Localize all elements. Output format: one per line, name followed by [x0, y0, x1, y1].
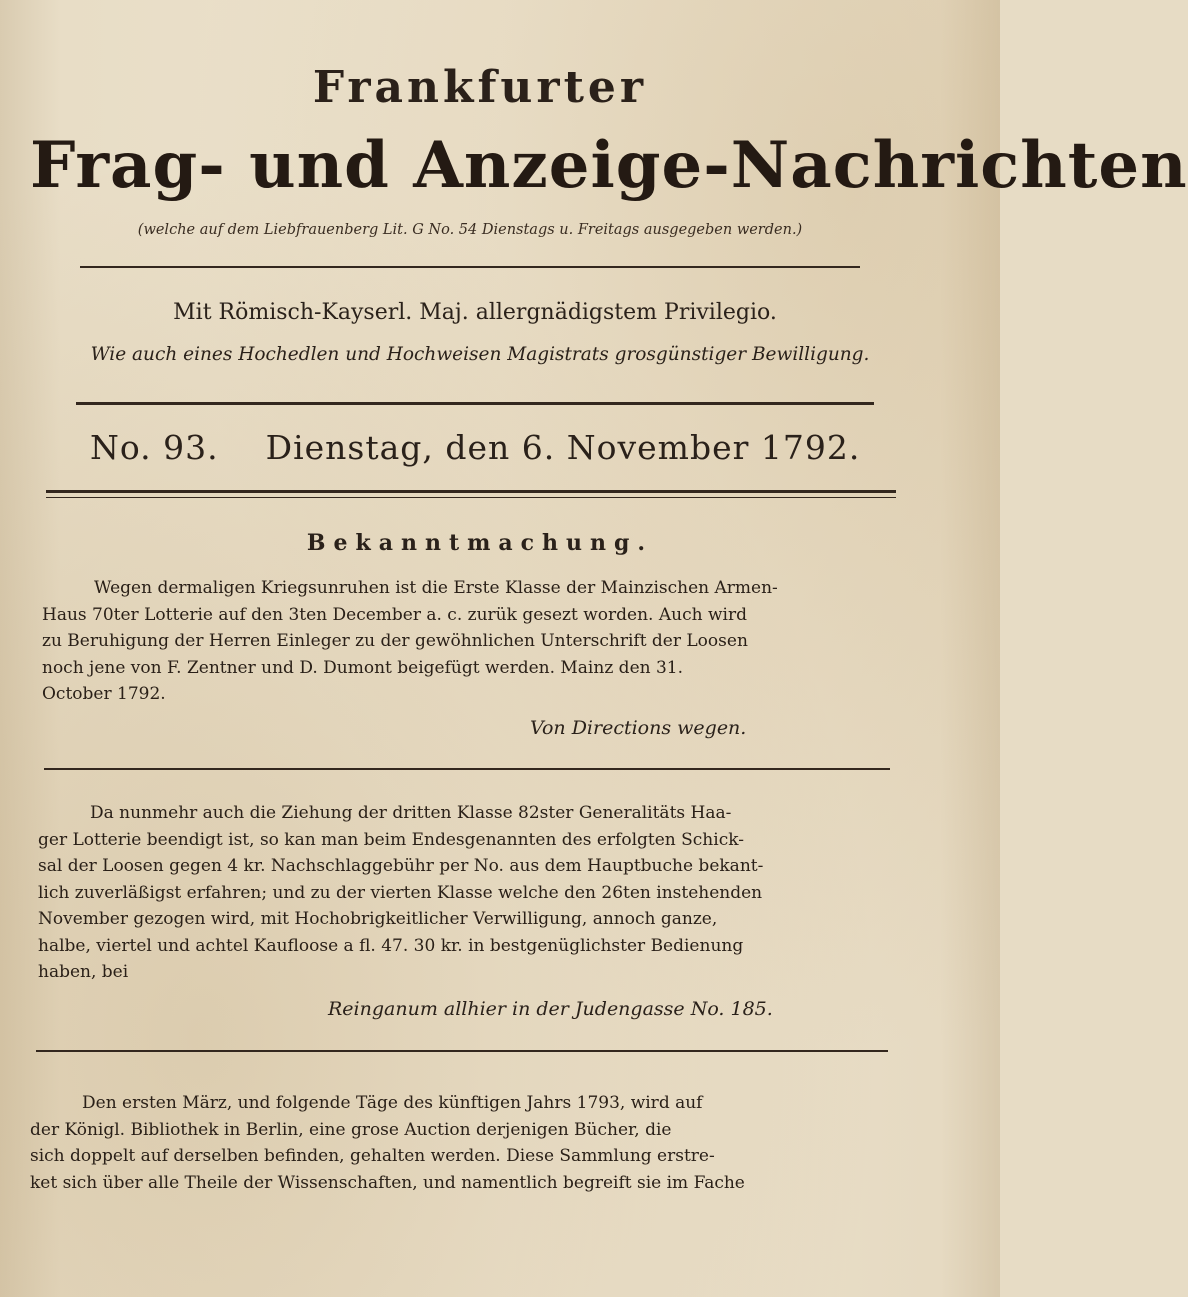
lottery-notice-signature: Reinganum allhier in der Judengasse No. 185. [328, 998, 773, 1020]
lottery-notice-text [38, 800, 898, 986]
issue-number: No. 93. [90, 428, 219, 467]
text-line: ket sich über alle Theile der Wissenschaften, und namentlich begreift sie im Fache [30, 1172, 745, 1193]
text-line: October 1792. [42, 684, 166, 704]
text-line: Da nunmehr auch die Ziehung der dritten Klasse 82ster Generalitäts Haa- [90, 803, 732, 823]
privilege-line-2: Wie auch eines Hochedlen und Hochweisen Magistrats grosgünstiger Bewilligung. [90, 344, 870, 365]
masthead-title: Frag- und Anzeige-Nachrichten [30, 128, 1188, 203]
divider-rule [80, 266, 860, 268]
announcement-heading: Bekanntmachung. [306, 530, 654, 556]
text-line: Wegen dermaligen Kriegsunruhen ist die Erste Klasse der Mainzischen Armen- [94, 578, 778, 598]
divider-rule [46, 490, 896, 493]
masthead-city: Frankfurter [312, 62, 648, 113]
text-line: noch jene von F. Zentner und D. Dumont beigefügt werden. Mainz den 31. [42, 657, 684, 678]
text-line: der Königl. Bibliothek in Berlin, eine grose Auction derjenigen Bücher, die [30, 1119, 672, 1140]
masthead-note: (welche auf dem Liebfrauenberg Lit. G No. 54 Dienstags u. Freitags ausgegeben werden.) [137, 222, 803, 238]
issue-line [90, 428, 861, 467]
announcement-signature: Von Directions wegen. [530, 717, 747, 739]
text-line: sal der Loosen gegen 4 kr. Nachschlaggebühr per No. aus dem Hauptbuche bekant- [38, 856, 764, 876]
issue-date: Dienstag, den 6. November 1792. [265, 428, 861, 467]
text-line: November gezogen wird, mit Hochobrigkeitlicher Verwilligung, annoch ganze, [38, 909, 718, 929]
divider-rule [36, 1050, 888, 1052]
divider-rule [44, 768, 890, 770]
divider-rule [76, 402, 874, 405]
text-line: lich zuverläßigst erfahren; und zu der vierten Klasse welche den 26ten instehenden [38, 882, 763, 903]
privilege-line-1: Mit Römisch-Kayserl. Maj. allergnädigstem Privilegio. [173, 300, 777, 325]
text-line: haben, bei [38, 962, 129, 982]
auction-notice-text [30, 1090, 900, 1196]
text-line: sich doppelt auf derselben befinden, gehalten werden. Diese Sammlung erstre- [30, 1146, 715, 1166]
text-line: Den ersten März, und folgende Täge des künftigen Jahrs 1793, wird auf [82, 1093, 703, 1113]
text-line: halbe, viertel und achtel Kaufloose a fl. 47. 30 kr. in bestgenüglichster Bedienung [38, 935, 744, 956]
text-line: ger Lotterie beendigt ist, so kan man beim Endesgenannten des erfolgten Schick- [38, 829, 744, 850]
text-line: zu Beruhigung der Herren Einleger zu der gewöhnlichen Unterschrift der Loosen [42, 631, 748, 651]
announcement-text [42, 575, 902, 708]
divider-rule [46, 497, 896, 498]
text-line: Haus 70ter Lotterie auf den 3ten December a. c. zurük gesezt worden. Auch wird [42, 604, 747, 625]
